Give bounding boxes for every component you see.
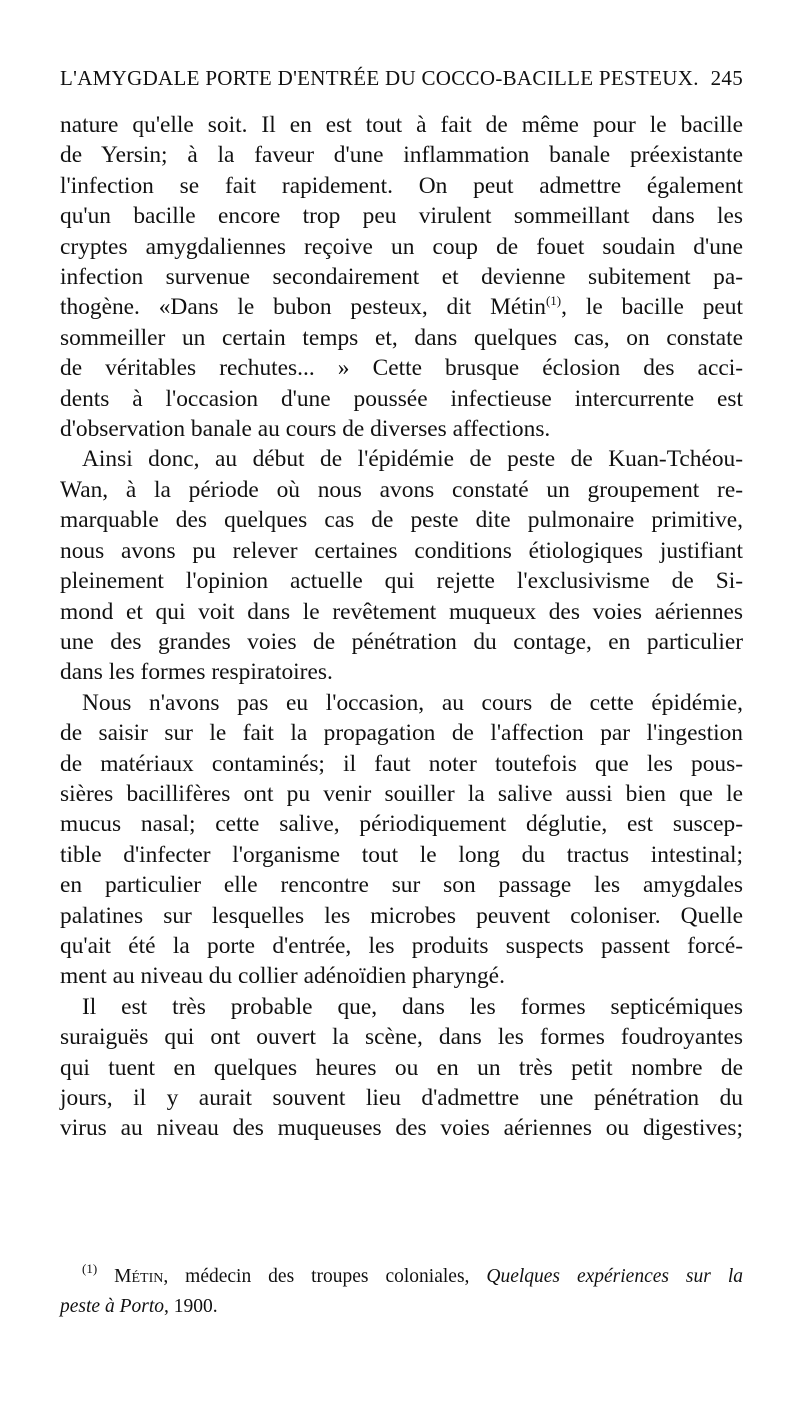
text-line: mond et qui voit dans le revêtement muqueux des voies aériennes bbox=[60, 598, 743, 625]
paragraph-start: Nous n'avons pas eu l'occasion, au cours de cette épidémie, bbox=[82, 689, 743, 716]
text-line: dents à l'occasion d'une poussée infectieuse intercurrente est bbox=[60, 385, 743, 412]
text-line: de véritables rechutes... » Cette brusque éclosion des acci- bbox=[60, 355, 743, 382]
page-number: 245 bbox=[710, 66, 743, 90]
text-line: sommeiller un certain temps et, dans quelques cas, on constate bbox=[60, 324, 743, 351]
footnote-text: , médecin des troupes coloniales, bbox=[163, 1266, 487, 1287]
text-line: de matériaux contaminés; il faut noter toutefois que les pous- bbox=[60, 750, 743, 777]
text-line: l'infection se fait rapidement. On peut admettre également bbox=[60, 172, 743, 199]
text-line: palatines sur lesquelles les microbes peuvent coloniser. Quelle bbox=[60, 902, 743, 929]
text-line: qui tuent en quelques heures ou en un très petit nombre de bbox=[60, 1054, 743, 1081]
text-line: mucus nasal; cette salive, périodiquement déglutie, est suscep- bbox=[60, 811, 743, 838]
text-line: virus au niveau des muqueuses des voies aériennes ou digestives; bbox=[60, 1115, 743, 1142]
text-line: marquable des quelques cas de peste dite pulmonaire primitive, bbox=[60, 507, 743, 534]
footnote-year: , 1900. bbox=[163, 1296, 218, 1317]
text-line: suraiguës qui ont ouvert la scène, dans les formes foudroyantes bbox=[60, 1024, 743, 1051]
line-part: thogène. «Dans le bubon pesteux, dit Métin bbox=[60, 294, 546, 321]
footnote-marker: (1) bbox=[82, 1261, 98, 1276]
text-line: tible d'infecter l'organisme tout le long du tractus intestinal; bbox=[60, 841, 743, 868]
text-line: infection survenue secondairement et devienne subitement pa- bbox=[60, 264, 743, 291]
text-line-with-note bbox=[60, 292, 743, 322]
text-line: de Yersin; à la faveur d'une inflammation banale préexistante bbox=[60, 142, 743, 169]
text-line: d'observation banale au cours de diverses affections. bbox=[60, 416, 551, 443]
text-line: sières bacillifères ont pu venir souiller la salive aussi bien que le bbox=[60, 780, 743, 807]
text-line: cryptes amygdaliennes reçoive un coup de fouet soudain d'une bbox=[60, 233, 743, 260]
footnote-author: Métin bbox=[114, 1266, 164, 1287]
text-line: pleinement l'opinion actuelle qui rejette l'exclusivisme de Si- bbox=[60, 568, 743, 595]
paragraph-start: Ainsi donc, au début de l'épidémie de peste de Kuan-Tchéou- bbox=[82, 446, 743, 473]
footnote-work-title-cont: peste à Porto bbox=[60, 1296, 164, 1317]
text-line: en particulier elle rencontre sur son passage les amygdales bbox=[60, 872, 743, 899]
text-line: nous avons pu relever certaines conditions étiologiques justifiant bbox=[60, 537, 743, 564]
line-part: , le bacille peut bbox=[561, 294, 743, 321]
text-line: jours, il y aurait souvent lieu d'admettre une pénétration du bbox=[60, 1085, 743, 1111]
footnote bbox=[60, 1262, 743, 1322]
body-text bbox=[60, 110, 743, 1144]
text-line: nature qu'elle soit. Il en est tout à fait de même pour le bacille bbox=[60, 112, 743, 138]
text-line: une des grandes voies de pénétration du contage, en particulier bbox=[60, 628, 743, 655]
footnote-line bbox=[60, 1262, 743, 1292]
text-line: ment au niveau du collier adénoïdien pharyngé. bbox=[60, 963, 505, 990]
text-line: qu'ait été la porte d'entrée, les produits suspects passent forcé- bbox=[60, 932, 743, 959]
footnote-line bbox=[60, 1292, 743, 1322]
running-head-title: L'AMYGDALE PORTE D'ENTRÉE DU COCCO-BACILLE PESTEUX. bbox=[60, 66, 699, 90]
text-line: dans les formes respiratoires. bbox=[60, 659, 333, 686]
footnote-reference: (1) bbox=[545, 293, 562, 309]
text-line: qu'un bacille encore trop peu virulent sommeillant dans les bbox=[60, 203, 743, 230]
text-line: de saisir sur le fait la propagation de l'affection par l'ingestion bbox=[60, 720, 743, 747]
footnote-work-title: Quelques expériences sur la bbox=[486, 1266, 743, 1287]
text-line: Wan, à la période où nous avons constaté un groupement re- bbox=[60, 476, 743, 503]
paragraph-start: Il est très probable que, dans les formes septicémiques bbox=[82, 993, 743, 1020]
